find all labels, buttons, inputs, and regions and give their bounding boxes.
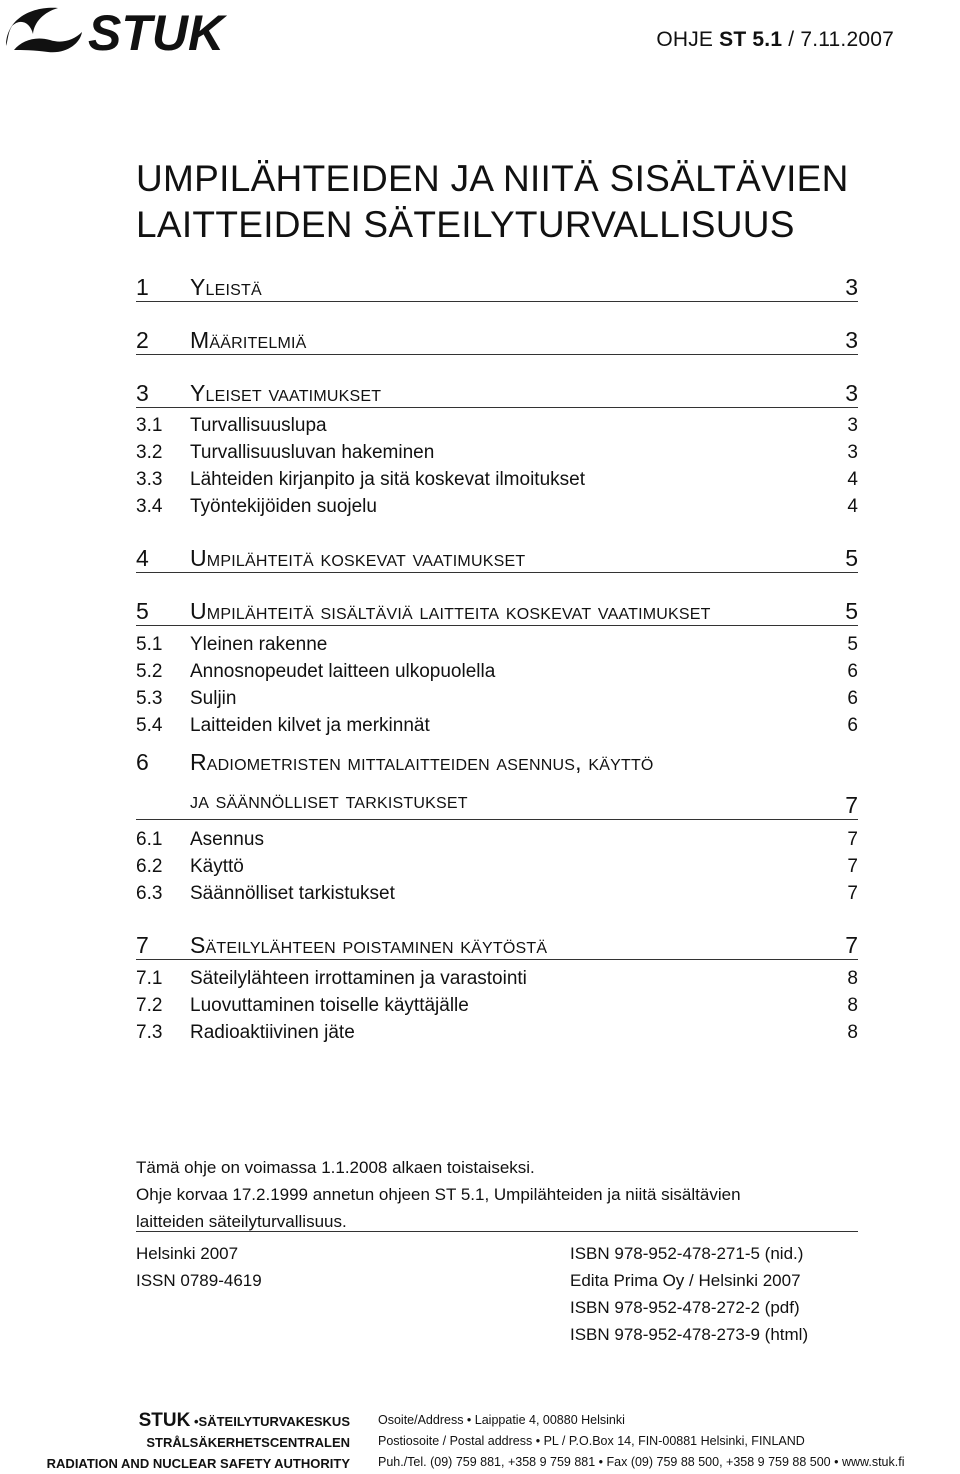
title-line-2: LAITTEIDEN SÄTEILYTURVALLISUUS <box>136 204 795 245</box>
toc-subsection-6-3[interactable] <box>136 880 858 907</box>
org-short-name: STUK <box>138 1410 191 1431</box>
stuk-logo <box>0 0 240 60</box>
validity-line-1: Tämä ohje on voimassa 1.1.2008 alkaen toistaiseksi. <box>136 1158 535 1177</box>
subsection-title: Turvallisuusluvan hakeminen <box>190 441 435 463</box>
section-title: Yleistä <box>190 274 262 300</box>
stuk-logo-mark <box>0 0 240 60</box>
section-title <box>190 743 818 819</box>
subsection-title: Yleinen rakenne <box>190 633 328 655</box>
validity-line-3: laitteiden säteilyturvallisuus. <box>136 1212 347 1231</box>
subsection-page: 7 <box>847 882 858 904</box>
subsection-page: 5 <box>847 633 858 655</box>
subsection-page: 7 <box>847 828 858 850</box>
section-number: 5 <box>136 598 149 624</box>
section-page: 3 <box>845 274 858 300</box>
subsection-number: 5.2 <box>136 660 163 682</box>
section-title: Yleiset vaatimukset <box>190 380 382 406</box>
subsection-page: 6 <box>847 714 858 736</box>
bullet-icon: • <box>193 1414 199 1429</box>
organization-names <box>47 1410 350 1474</box>
subsection-number: 7.2 <box>136 994 163 1016</box>
org-name-sv: STRÅLSÄKERHETSCENTRALEN <box>146 1435 350 1450</box>
subsection-number: 3.1 <box>136 414 163 436</box>
subsection-number: 3.2 <box>136 441 163 463</box>
subsection-page: 3 <box>847 414 858 436</box>
toc-subsection-3-1[interactable] <box>136 412 858 439</box>
publication-place: Helsinki 2007 <box>136 1244 239 1263</box>
section-number: 6 <box>136 749 149 775</box>
subsection-page: 8 <box>847 1021 858 1043</box>
subsection-page: 8 <box>847 967 858 989</box>
isbn-print: ISBN 978-952-478-271-5 (nid.) <box>570 1244 804 1263</box>
subsection-number: 5.3 <box>136 687 163 709</box>
subsection-title: Työntekijöiden suojelu <box>190 495 377 517</box>
section-page: 7 <box>845 792 858 818</box>
subsection-page: 4 <box>847 495 858 517</box>
isbn-html: ISBN 978-952-478-273-9 (html) <box>570 1325 809 1344</box>
org-name-en: RADIATION AND NUCLEAR SAFETY AUTHORITY <box>46 1456 350 1471</box>
section-number: 4 <box>136 545 149 571</box>
section-page: 3 <box>845 327 858 353</box>
page-title <box>136 156 849 248</box>
toc-subsection-7-2[interactable] <box>136 992 858 1019</box>
toc-section-7[interactable] <box>136 907 858 960</box>
toc-subsection-3-3[interactable] <box>136 466 858 493</box>
printer: Edita Prima Oy / Helsinki 2007 <box>570 1271 801 1290</box>
toc-section-1[interactable] <box>136 268 858 302</box>
section-title-line-2: ja säännölliset tarkistukset <box>190 787 468 813</box>
toc-subsection-5-4[interactable] <box>136 712 858 739</box>
subsection-page: 6 <box>847 687 858 709</box>
postal-address: Postiosoite / Postal address • PL / P.O.Box 14, FIN-00881 Helsinki, FINLAND <box>378 1434 805 1448</box>
subsection-title: Luovuttaminen toiselle käyttäjälle <box>190 994 469 1016</box>
publication-info-left <box>136 1240 262 1294</box>
subsection-number: 7.1 <box>136 967 163 989</box>
toc-subsection-5-1[interactable] <box>136 631 858 658</box>
toc-subsection-3-4[interactable] <box>136 493 858 520</box>
validity-note <box>136 1154 741 1235</box>
toc-subsection-3-2[interactable] <box>136 439 858 466</box>
subsection-number: 6.2 <box>136 855 163 877</box>
toc-subsection-6-2[interactable] <box>136 853 858 880</box>
section-page: 5 <box>845 545 858 571</box>
section-title: Umpilähteitä sisältäviä laitteita koskevat vaatimukset <box>190 598 711 624</box>
subsection-title: Radioaktiivinen jäte <box>190 1021 355 1043</box>
subsection-title: Turvallisuuslupa <box>190 414 327 436</box>
document-identifier <box>656 28 894 52</box>
subsection-page: 8 <box>847 994 858 1016</box>
toc-section-3[interactable] <box>136 355 858 408</box>
subsection-title: Annosnopeudet laitteen ulkopuolella <box>190 660 496 682</box>
toc-subsection-5-3[interactable] <box>136 685 858 712</box>
section-title: Määritelmiä <box>190 327 307 353</box>
subsection-page: 6 <box>847 660 858 682</box>
section-number: 3 <box>136 380 149 406</box>
isbn-pdf: ISBN 978-952-478-272-2 (pdf) <box>570 1298 800 1317</box>
subsection-page: 7 <box>847 855 858 877</box>
title-line-1: UMPILÄHTEIDEN JA NIITÄ SISÄLTÄVIEN <box>136 158 849 199</box>
subsection-title: Säteilylähteen irrottaminen ja varastointi <box>190 967 527 989</box>
toc-subsection-5-2[interactable] <box>136 658 858 685</box>
section-title-line-1: Radiometristen mittalaitteiden asennus, käyttö <box>190 749 654 775</box>
subsection-number: 3.4 <box>136 495 163 517</box>
phone-fax-web[interactable]: Puh./Tel. (09) 759 881, +358 9 759 881 • Fax (09) 759 88 500, +358 9 759 88 500 • www.stuk.fi <box>378 1455 905 1469</box>
street-address: Osoite/Address • Laippatie 4, 00880 Helsinki <box>378 1413 625 1427</box>
section-number: 1 <box>136 274 149 300</box>
subsection-page: 3 <box>847 441 858 463</box>
section-title: Umpilähteitä koskevat vaatimukset <box>190 545 526 571</box>
doc-code: ST 5.1 <box>719 28 783 51</box>
section-page: 7 <box>845 932 858 958</box>
subsection-number: 7.3 <box>136 1021 163 1043</box>
toc-section-5[interactable] <box>136 573 858 626</box>
subsection-title: Lähteiden kirjanpito ja sitä koskevat ilmoitukset <box>190 468 585 490</box>
subsection-number: 6.1 <box>136 828 163 850</box>
doc-prefix: OHJE <box>656 28 720 51</box>
subsection-number: 5.1 <box>136 633 163 655</box>
doc-date: / 7.11.2007 <box>782 28 894 51</box>
section-page: 3 <box>845 380 858 406</box>
toc-subsection-6-1[interactable] <box>136 826 858 853</box>
org-name-fi: SÄTEILYTURVAKESKUS <box>198 1414 350 1429</box>
logo-text: STUK <box>88 5 225 60</box>
subsection-number: 5.4 <box>136 714 163 736</box>
toc-section-4[interactable] <box>136 520 858 573</box>
subsection-title: Laitteiden kilvet ja merkinnät <box>190 714 430 736</box>
subsection-title: Suljin <box>190 687 237 709</box>
section-title: Säteilylähteen poistaminen käytöstä <box>190 932 548 958</box>
section-page: 5 <box>845 598 858 624</box>
subsection-title: Käyttö <box>190 855 244 877</box>
toc-section-2[interactable] <box>136 302 858 355</box>
toc-subsection-7-3[interactable] <box>136 1019 858 1046</box>
subsection-page: 4 <box>847 468 858 490</box>
table-of-contents <box>136 268 858 1046</box>
section-number: 2 <box>136 327 149 353</box>
validity-line-2: Ohje korvaa 17.2.1999 annetun ohjeen ST 5.1, Umpilähteiden ja niitä sisältävien <box>136 1185 741 1204</box>
subsection-title: Säännölliset tarkistukset <box>190 882 395 904</box>
contact-address <box>378 1410 904 1473</box>
toc-subsection-7-1[interactable] <box>136 965 858 992</box>
subsection-title: Asennus <box>190 828 264 850</box>
section-number: 7 <box>136 932 149 958</box>
subsection-number: 3.3 <box>136 468 163 490</box>
issn: ISSN 0789-4619 <box>136 1271 262 1290</box>
divider <box>136 1231 858 1232</box>
publication-info-right <box>570 1240 808 1348</box>
subsection-number: 6.3 <box>136 882 163 904</box>
toc-section-6[interactable] <box>136 739 858 820</box>
